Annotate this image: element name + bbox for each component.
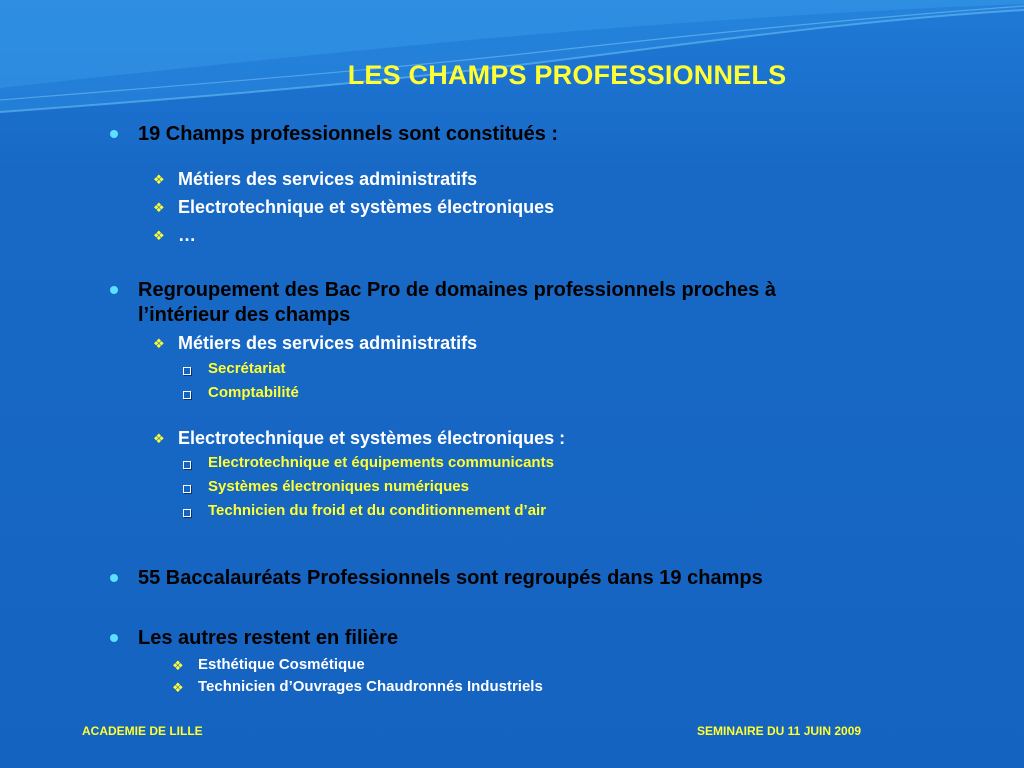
sub-item: Electrotechnique et systèmes électroniques: [178, 197, 555, 217]
diamond-bullet-icon: ❖: [153, 228, 165, 243]
diamond-bullet-icon: ❖: [172, 680, 184, 695]
diamond-bullet-icon: ❖: [153, 172, 165, 187]
diamond-bullet-icon: ❖: [153, 200, 165, 215]
bullet-text: 55 Baccalauréats Professionnels sont regroupés dans 19 champs: [138, 567, 763, 589]
square-bullet-icon: [183, 391, 191, 399]
diamond-bullet-icon: ❖: [153, 431, 165, 446]
group-subitem: Electrotechnique et équipements communicants: [208, 454, 554, 471]
square-bullet-icon: [183, 461, 191, 469]
bullet-text: Regroupement des Bac Pro de domaines professionnels proches à: [138, 279, 776, 301]
round-bullet-icon: [110, 634, 118, 642]
round-bullet-icon: [110, 574, 118, 582]
group-subitem: Secrétariat: [208, 360, 286, 377]
footer-left: ACADEMIE DE LILLE: [82, 724, 203, 738]
sub-item: Technicien d’Ouvrages Chaudronnés Industriels: [198, 678, 543, 695]
slide-title: LES CHAMPS PROFESSIONNELS: [347, 60, 787, 90]
sub-item: Métiers des services administratifs: [178, 169, 478, 189]
diamond-bullet-icon: ❖: [172, 658, 184, 673]
bullet-text-continued: l’intérieur des champs: [138, 304, 351, 326]
round-bullet-icon: [110, 130, 118, 138]
square-bullet-icon: [183, 367, 191, 375]
round-bullet-icon: [110, 286, 118, 294]
bullet-text: 19 Champs professionnels sont constitués :: [138, 123, 559, 145]
group-label: Electrotechnique et systèmes électroniques :: [178, 428, 566, 448]
square-bullet-icon: [183, 485, 191, 493]
diamond-bullet-icon: ❖: [153, 336, 165, 351]
square-bullet-icon: [183, 509, 191, 517]
group-subitem: Technicien du froid et du conditionnement d’air: [208, 502, 547, 519]
bullet-text: Les autres restent en filière: [138, 627, 399, 649]
sub-item: …: [178, 225, 196, 245]
sub-item: Esthétique Cosmétique: [198, 656, 365, 673]
group-subitem: Systèmes électroniques numériques: [208, 478, 469, 495]
footer-right: SEMINAIRE DU 11 JUIN 2009: [697, 724, 862, 738]
group-label: Métiers des services administratifs: [178, 333, 478, 353]
group-subitem: Comptabilité: [208, 384, 299, 401]
